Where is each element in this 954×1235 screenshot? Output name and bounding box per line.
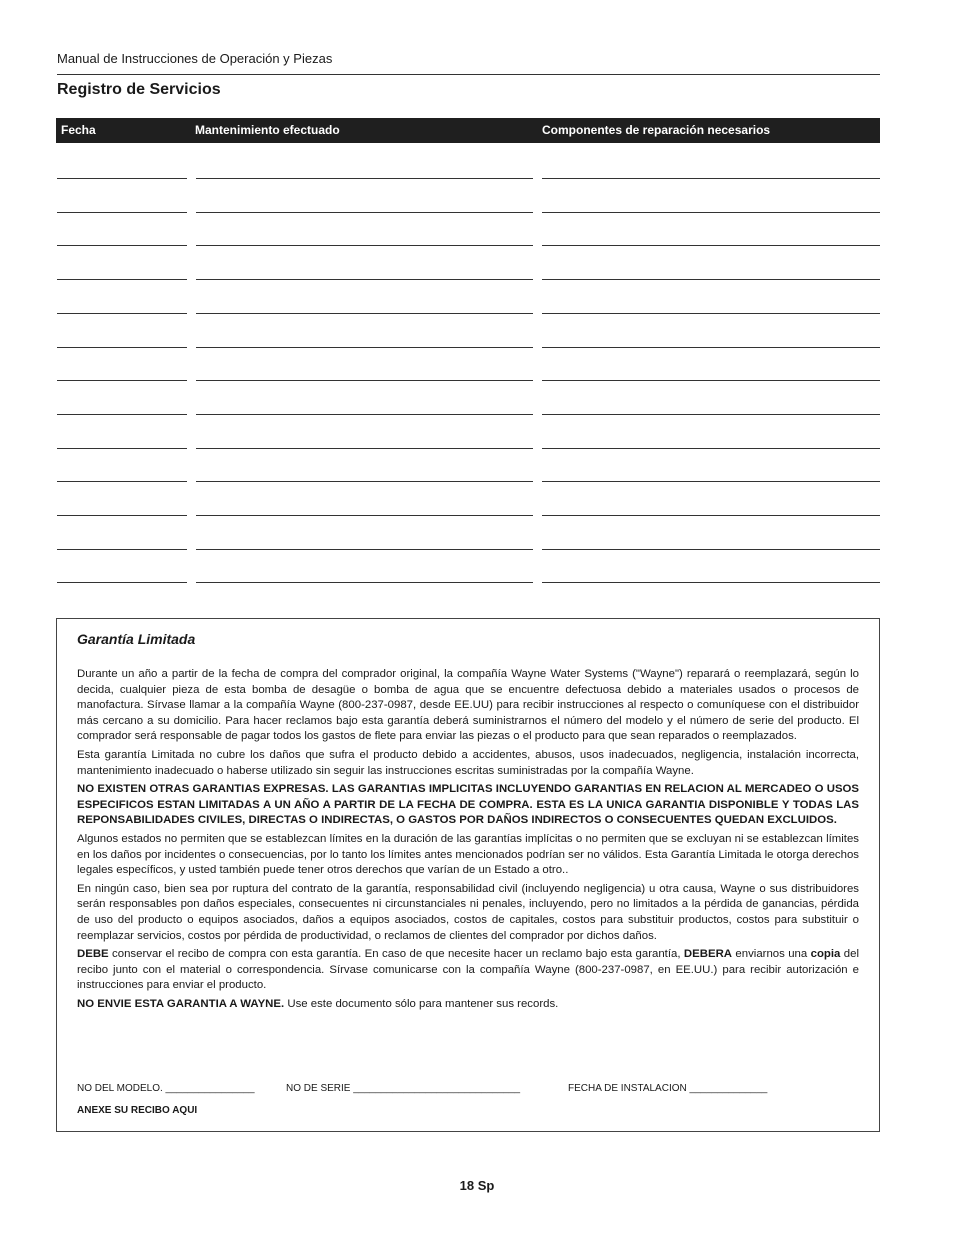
column-header-date: Fecha [61,123,96,137]
warranty-paragraph: Durante un año a partir de la fecha de compra del comprador original, la compañía Wayne Water Systems ("Wayne") reparará o reemplazará, según lo decida, cualquier pieza de esta bomba de desagüe o bomba de agua que se encuentre defectuosa debido a materiales usados o procesos de manofactura. Sírvase llamar a la compañía Wayne (800-237-0987, desde EE.UU) para recibir instrucciones al respecto o comuníquese con el distribuidor más cercano a su domicilio. Para hacer reclamos bajo esta garantía deberá suministrarnos el número del modelo y el número de serie del producto. El comprador será responsable de pagar todos los gastos de flete para enviar las piezas o el producto para que sean reparados o reemplazados. [77,668,859,743]
paragraph-text: conservar el recibo de compra con esta garantía. En caso de que necesite hacer un reclamo bajo esta garantía, [108,948,684,961]
components-entry-line [542,279,880,280]
date-entry-line [57,481,187,482]
warranty-disclaimer: NO EXISTEN OTRAS GARANTIAS EXPRESAS. LAS GARANTIAS IMPLICITAS INCLUYENDO GARANTIAS EN RELACION AL MERCADEO O USOS ESPECIFICOS ESTAN LIMITADAS A UN AÑO A PARTIR DE LA FECHA DE COMPRA. ESTA ES LA UNICA GARANTIA DISPONIBLE Y TODAS LAS REPONSABILIDADES CIVILES, DIRECTAS O INDIRECTAS, O GASTOS POR DAÑOS INDIRECTOS O CONSECUENTES QUEDAN EXCLUIDOS. [77,783,859,827]
maintenance-entry-line [196,279,533,280]
maintenance-entry-line [196,414,533,415]
components-entry-line [542,515,880,516]
maintenance-entry-line [196,313,533,314]
warranty-title: Garantía Limitada [77,631,196,647]
page-number: 18 Sp [459,1178,495,1193]
service-log-title: Registro de Servicios [57,81,221,98]
maintenance-entry-line [196,245,533,246]
date-entry-line [57,347,187,348]
column-header-maintenance: Mantenimiento efectuado [195,123,340,137]
warranty-notice [77,997,859,1013]
serial-number-field: NO DE SERIE ______________________________ [286,1083,521,1094]
maintenance-entry-line [196,212,533,213]
date-entry-line [57,313,187,314]
warranty-paragraph: En ningún caso, bien sea por ruptura del contrato de la garantía, responsabilidad civil (incluyendo negligencia) u otra causa, Wayne o sus distribuidores serán responsables pon daños especiales, consecuentes ni circunstanciales ni penales, incluyendo, pero no limitados a la pérdida de ganancias, pérdida de uso del producto o equipos asociados, daños a equipos asociados, costos de capitales, costos para substituir productos, costos para substituir o reemplazar servicios, costos por pérdida de productividad, o reclamos de clientes del comprador por dichos daños. [77,882,859,942]
attach-receipt-label: ANEXE SU RECIBO AQUI [77,1105,198,1116]
warranty-paragraph: Algunos estados no permiten que se establezcan límites en la duración de las garantías implícitas o no permiten que se excluyan ni se establezcan límites en los daños por incidentes o consecuencias, por lo tanto los límites antes mencionados podrían ser no válidos. Esta Garantía Limitada le otorga derechos legales específicos, y usted también puede tener otros derechos que varían de un Estado a otro.. [77,832,859,877]
components-entry-line [542,448,880,449]
components-entry-line [542,481,880,482]
date-entry-line [57,582,187,583]
warranty-receipt-paragraph [77,947,859,994]
maintenance-entry-line [196,515,533,516]
components-entry-line [542,178,880,179]
components-entry-line [542,347,880,348]
components-entry-line [542,380,880,381]
date-entry-line [57,515,187,516]
date-entry-line [57,380,187,381]
maintenance-entry-line [196,380,533,381]
maintenance-entry-line [196,481,533,482]
components-entry-line [542,582,880,583]
maintenance-entry-line [196,582,533,583]
components-entry-line [542,313,880,314]
components-entry-line [542,245,880,246]
components-entry-line [542,549,880,550]
date-entry-line [57,245,187,246]
warranty-box [56,618,880,1132]
column-header-components: Componentes de reparación necesarios [542,123,771,137]
paragraph-text: Use este documento sólo para mantener sus records. [284,997,559,1010]
maintenance-entry-line [196,347,533,348]
date-entry-line [57,448,187,449]
maintenance-entry-line [196,549,533,550]
warranty-paragraph: Esta garantía Limitada no cubre los daños que sufra el producto debido a accidentes, abusos, usos inadecuados, negligencia, instalación incorrecta, mantenimiento inadecuado o haberse utilizado sin seguir las instrucciones escritas suministradas por la compañía Wayne. [77,748,859,777]
paragraph-text: del recibo junto con el material o correspondencia. Sírvase comunicarse con la compañía Wayne (800-237-0987, en EE.UU.) para recibir autorización e instrucciones para enviar el producto. [77,948,860,992]
install-date-field: FECHA DE INSTALACION ______________ [568,1083,768,1094]
service-log-rows [0,0,954,600]
model-number-field: NO DEL MODELO. ________________ [77,1083,255,1094]
components-entry-line [542,414,880,415]
maintenance-entry-line [196,178,533,179]
components-entry-line [542,212,880,213]
warranty-form-line [77,1083,859,1099]
emphasis-text: copia [810,948,841,961]
date-entry-line [57,549,187,550]
date-entry-line [57,414,187,415]
date-entry-line [57,279,187,280]
manual-title: Manual de Instrucciones de Operación y Piezas [57,51,333,66]
paragraph-text: enviarnos una [732,948,811,961]
warranty-body [77,667,859,1015]
date-entry-line [57,212,187,213]
maintenance-entry-line [196,448,533,449]
emphasis-text: NO ENVIE ESTA GARANTIA A WAYNE. [77,997,285,1010]
date-entry-line [57,178,187,179]
emphasis-text: DEBE [77,948,109,961]
emphasis-text: DEBERA [683,948,733,961]
